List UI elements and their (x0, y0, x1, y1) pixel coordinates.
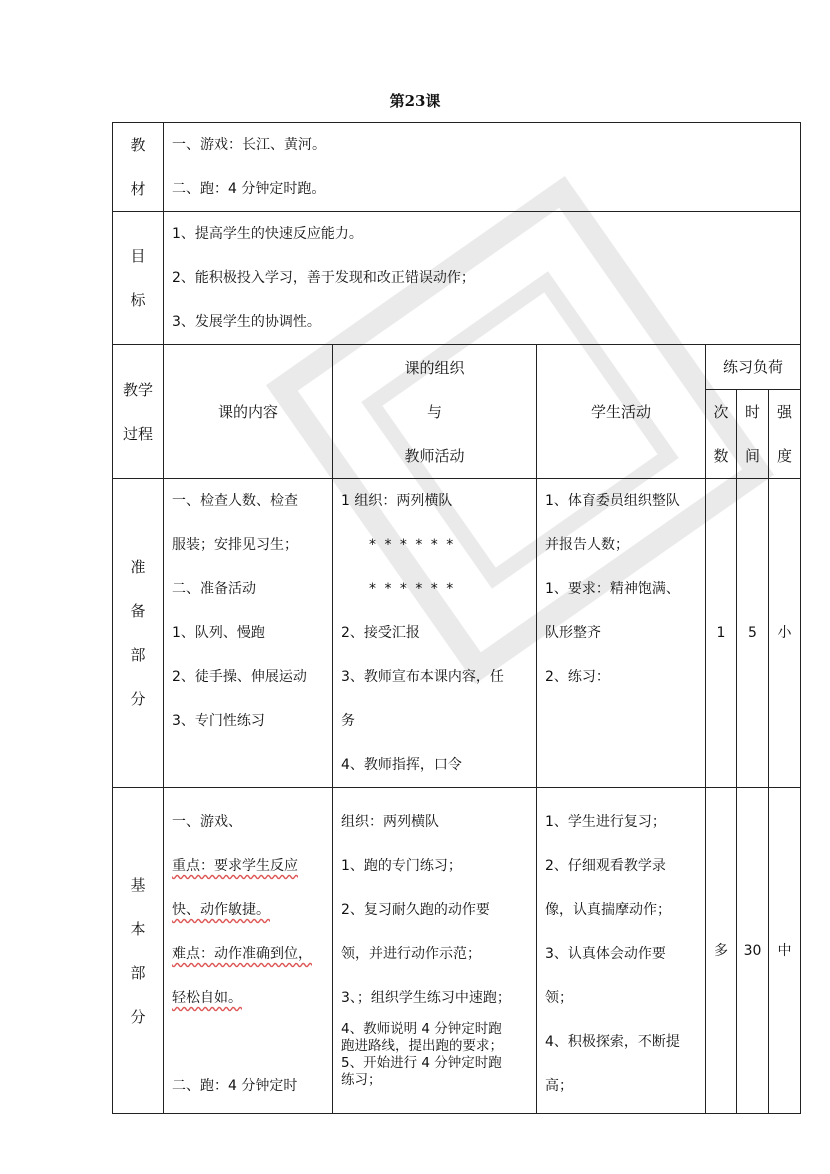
prep-label: 准 备 部 分 (113, 479, 164, 788)
basic-time: 30 (737, 788, 769, 1114)
basic-content: 一、游戏、 重点：要求学生反应 快、动作敏捷。 难点：动作准确到位， 轻松自如。 二、跑：4 分钟定时 (164, 788, 333, 1114)
goal-row (113, 212, 801, 345)
lesson-table (112, 122, 801, 1114)
student-header: 学生活动 (537, 345, 706, 479)
goal-label: 目 标 (113, 212, 164, 345)
basic-intensity: 中 (769, 788, 801, 1114)
prep-intensity: 小 (769, 479, 801, 788)
material-label: 教 材 (113, 123, 164, 212)
basic-student: 1、学生进行复习； 2、仔细观看教学录 像，认真揣摩动作； 3、认真体会动作要 领； 4、积极探索，不断提 高； (537, 788, 706, 1114)
prep-row (113, 479, 801, 788)
goal-content: 1、提高学生的快速反应能力。 2、能积极投入学习，善于发现和改正错误动作； 3、发展学生的协调性。 (164, 212, 801, 345)
prep-student: 1、体育委员组织整队 并报告人数； 1、要求：精神饱满、 队形整齐 2、练习： (537, 479, 706, 788)
material-row (113, 123, 801, 212)
process-header: 教学 过程 (113, 345, 164, 479)
prep-count: 1 (706, 479, 737, 788)
material-content: 一、游戏：长江、黄河。 二、跑：4 分钟定时跑。 (164, 123, 801, 212)
page-title: 第23课 (389, 92, 441, 110)
time-header: 时 间 (737, 390, 769, 479)
prep-content: 一、检查人数、检查 服装；安排见习生； 二、准备活动 1、队列、慢跑 2、徒手操、伸展运动 3、专门性练习 (164, 479, 333, 788)
prep-time: 5 (737, 479, 769, 788)
basic-organization: 组织：两列横队 1、跑的专门练习； 2、复习耐久跑的动作要 领，并进行动作示范； 3、；组织学生练习中速跑； 4、教师说明 4 分钟定时跑 跑进路线，提出跑的要求； 5、开始进行 4 分钟定时跑 练习； (333, 788, 537, 1114)
load-header: 练习负荷 (706, 345, 801, 390)
count-header: 次 数 (706, 390, 737, 479)
intensity-header: 强 度 (769, 390, 801, 479)
basic-row (113, 788, 801, 1114)
basic-count: 多 (706, 788, 737, 1114)
prep-organization: 1 组织：两列横队 * * * * * * * * * * * * 2、接受汇报 3、教师宣布本课内容，任 务 4、教师指挥，口令 (333, 479, 537, 788)
header-row (113, 345, 801, 390)
organization-header: 课的组织 与 教师活动 (333, 345, 537, 479)
basic-label: 基 本 部 分 (113, 788, 164, 1114)
content-header: 课的内容 (164, 345, 333, 479)
